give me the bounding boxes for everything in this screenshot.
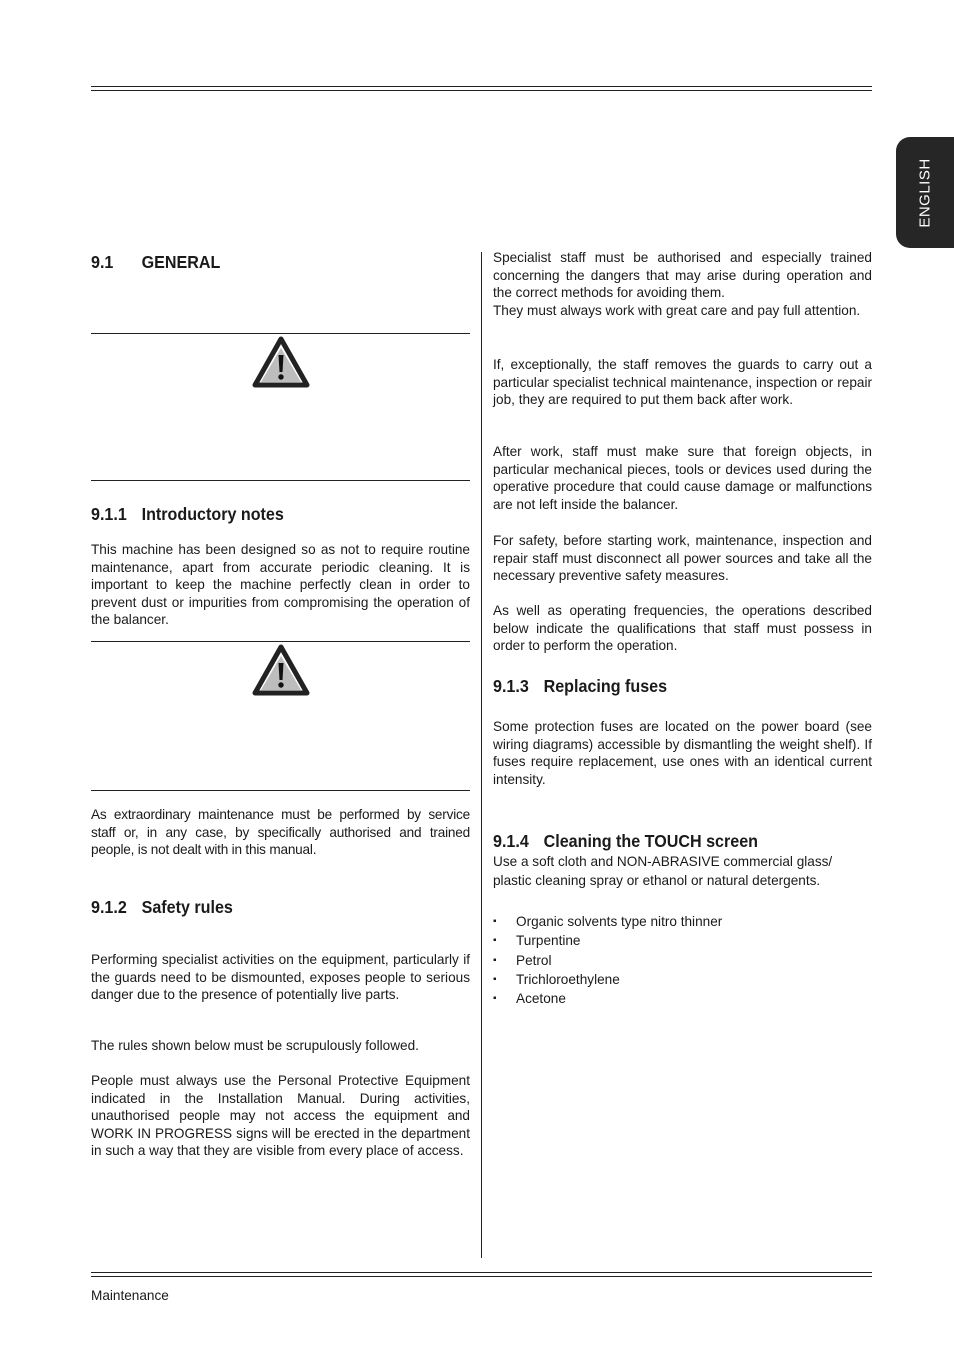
heading-safety-rules: 9.1.2 Safety rules: [91, 897, 233, 917]
staff-paragraph-4: For safety, before starting work, maintenance, inspection and repair staff must disconnect all power sources and take all the necessary preventive safety measures.: [493, 533, 872, 583]
extraordinary-maintenance-paragraph: As extraordinary maintenance must be performed by service staff or, in any case, by specifically authorised and trained people, is not dealt with in this manual.: [91, 807, 470, 857]
footer-rule-thin: [91, 1276, 872, 1277]
heading-general: 9.1 GENERAL: [91, 252, 221, 272]
heading-introductory-notes: 9.1.1 Introductory notes: [91, 504, 284, 524]
safety-paragraph-3: People must always use the Personal Protective Equipment indicated in the Installation Manual. During activities, unauthorised people may not access the equipment and WORK IN PROGRESS signs will be erected in the department in such a way that they are visible from every place of access.: [91, 1073, 470, 1158]
solvent-list: [493, 912, 722, 1008]
language-tab: [896, 137, 954, 248]
footer-label: Maintenance: [91, 1288, 169, 1303]
warning-icon: [252, 336, 310, 388]
safety-paragraph-2: The rules shown below must be scrupulously followed.: [91, 1038, 419, 1053]
warning-box-top-rule: [91, 641, 470, 642]
list-item: ▪ Acetone: [493, 989, 722, 1008]
list-item: ▪ Petrol: [493, 951, 722, 970]
warning-icon: [252, 644, 310, 696]
heading-replacing-fuses: 9.1.3 Replacing fuses: [493, 676, 668, 696]
header-rule-thin: [91, 90, 872, 91]
list-item: ▪ Trichloroethylene: [493, 970, 722, 989]
list-item: ▪ Organic solvents type nitro thinner: [493, 912, 722, 931]
warning-box-top-rule: [91, 333, 470, 334]
safety-paragraph-1: Performing specialist activities on the equipment, particularly if the guards need to be dismounted, exposes people to serious danger due to the presence of potentially live parts.: [91, 952, 470, 1002]
heading-cleaning-touch-screen: 9.1.4 Cleaning the TOUCH screen: [493, 831, 759, 851]
staff-paragraph-5: As well as operating frequencies, the operations described below indicate the qualifications that staff must possess in order to perform the operation.: [493, 603, 872, 653]
fuses-paragraph: Some protection fuses are located on the power board (see wiring diagrams) accessible by dismantling the weight shelf). If fuses require replacement, use ones with an identical current intensity.: [493, 719, 872, 787]
header-rule: [91, 86, 872, 87]
language-tab-label: ENGLISH: [916, 157, 934, 228]
staff-paragraph-2: If, exceptionally, the staff removes the guards to carry out a particular specialist technical maintenance, inspection or repair job, they are required to put them back after work.: [493, 357, 872, 407]
list-item: ▪ Turpentine: [493, 931, 722, 950]
column-divider: [481, 252, 482, 1258]
warning-box-bottom-rule: [91, 790, 470, 791]
staff-paragraph-3: After work, staff must make sure that foreign objects, in particular mechanical pieces, tools or devices used during the operative procedure that could cause damage or malfunctions are not left inside the balancer.: [493, 444, 872, 512]
warning-box-bottom-rule: [91, 480, 470, 481]
footer-rule: [91, 1272, 872, 1273]
staff-paragraph-1b: They must always work with great care and pay full attention.: [493, 303, 861, 318]
touch-paragraph: Use a soft cloth and NON-ABRASIVE commercial glass/ plastic cleaning spray or ethanol or natural detergents.: [493, 854, 833, 888]
staff-paragraph-1: Specialist staff must be authorised and especially trained concerning the dangers that may arise during operation and the correct methods for avoiding them.: [493, 250, 872, 300]
intro-paragraph: This machine has been designed so as not to require routine maintenance, apart from accurate periodic cleaning. It is important to keep the machine perfectly clean in order to prevent dust or impurities from compromising the operation of the balancer.: [91, 542, 470, 627]
